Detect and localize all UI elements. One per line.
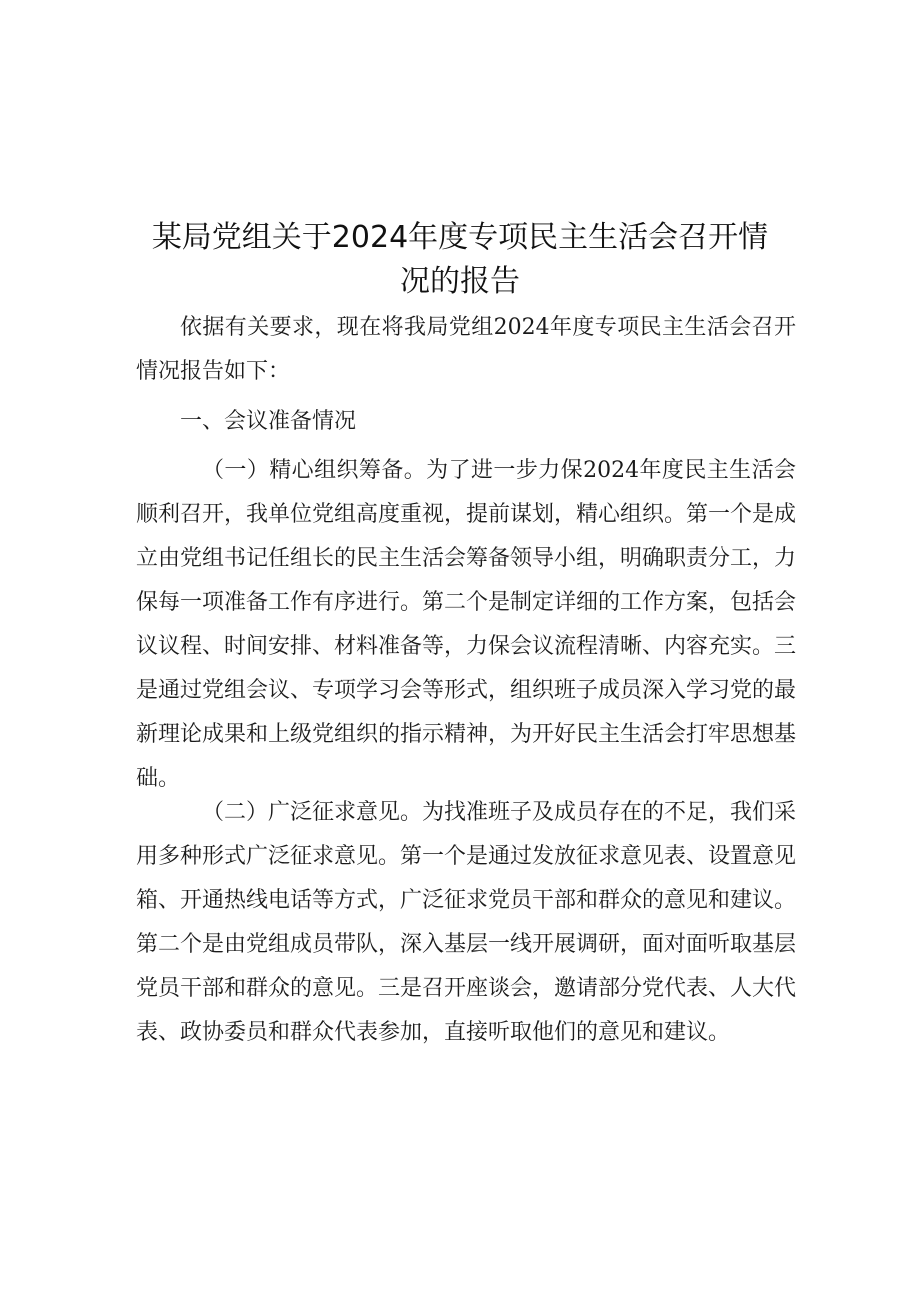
intro-paragraph: 依据有关要求，现在将我局党组2024年度专项民主生活会召开情况报告如下： <box>136 315 796 384</box>
paragraph-careful-preparation: （一）精心组织筹备。为了进一步力保2024年度民主生活会顺利召开，我单位党组高度重视，提前谋划，精心组织。第一个是成立由党组书记任组长的民主生活会筹备领导小组，明确职责分工，力保每一项准备工作有序进行。第二个是制定详细的工作方案，包括会议议程、时间安排、材料准备等，力保会议流程清晰、内容充实。三是通过党组会议、专项学习会等形式，组织班子成员深入学习党的最新理论成果和上级党组织的指示精神，为开好民主生活会打牢思想基础。 <box>136 458 797 791</box>
document-title-line-1: 某局党组关于2024年度专项民主生活会召开情 <box>151 220 769 255</box>
section-heading: 一、会议准备情况 <box>180 409 357 434</box>
paragraph-solicit-opinions: （二）广泛征求意见。为找准班子及成员存在的不足，我们采用多种形式广泛征求意见。第一个是通过发放征求意见表、设置意见箱、开通热线电话等方式，广泛征求党员干部和群众的意见和建议。第二个是由党组成员带队，深入基层一线开展调研，面对面听取基层党员干部和群众的意见。三是召开座谈会，邀请部分党代表、人大代表、政协委员和群众代表参加，直接听取他们的意见和建议。 <box>136 800 797 1045</box>
document-title-line-2: 况的报告 <box>400 264 520 299</box>
